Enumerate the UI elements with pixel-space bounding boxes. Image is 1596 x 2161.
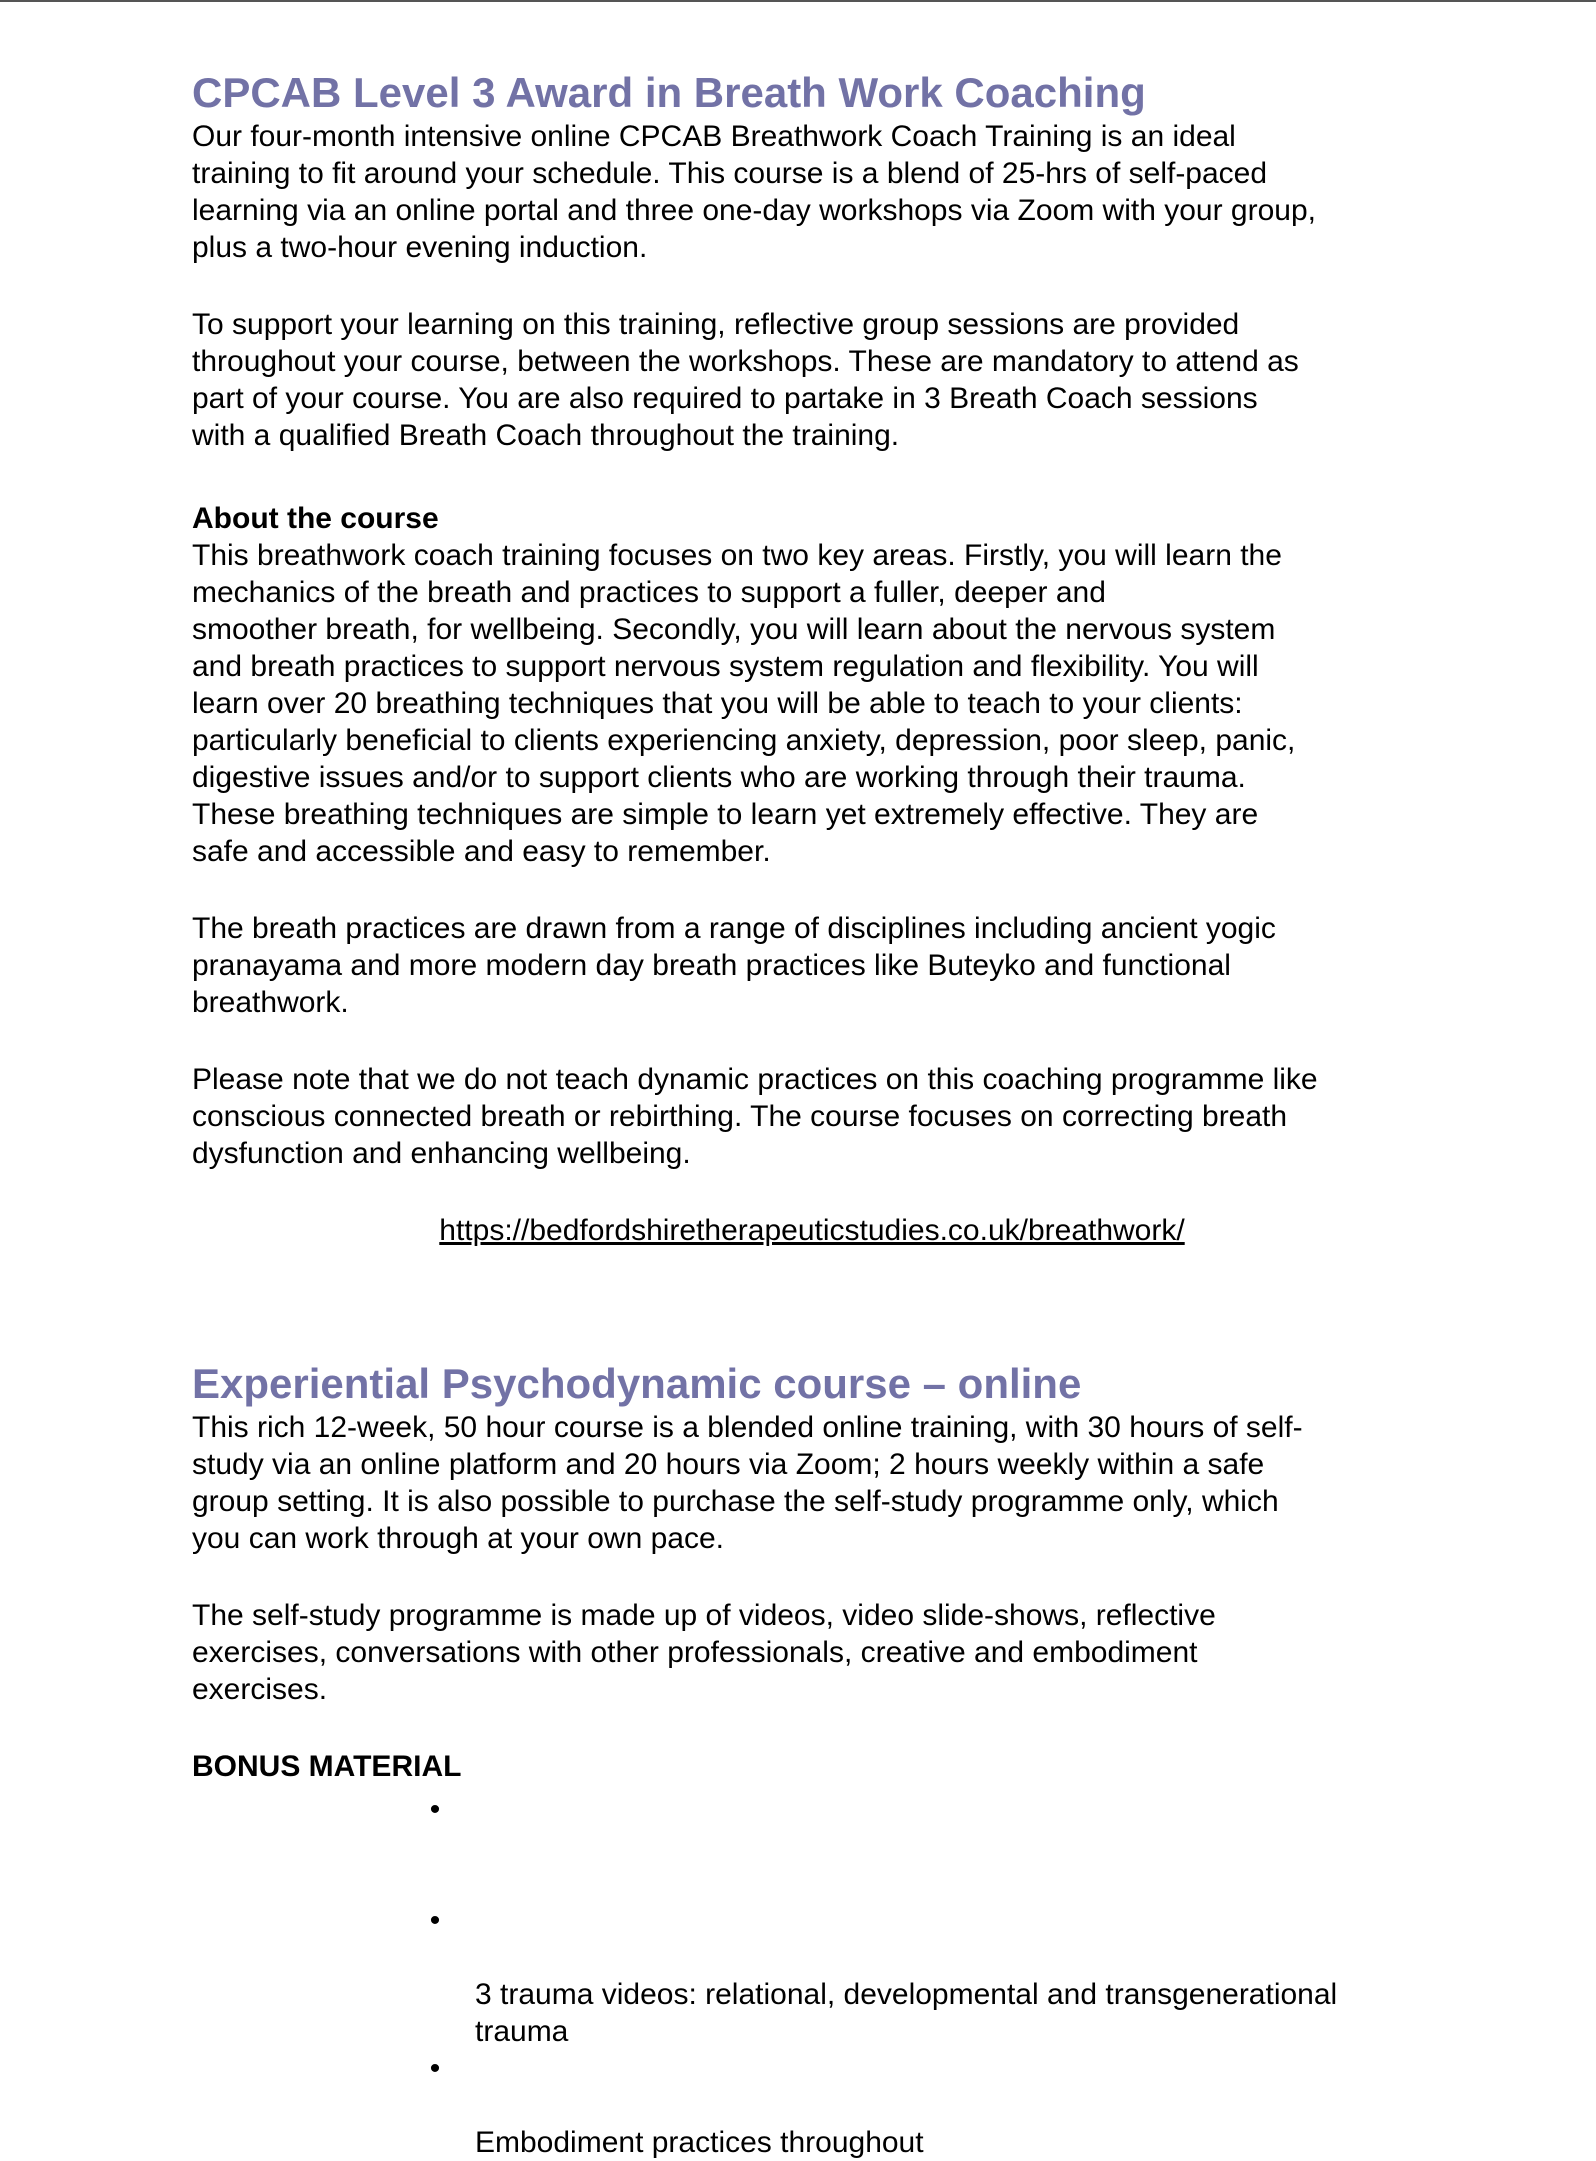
bonus-material-list bbox=[192, 1791, 1432, 2161]
bullet-icon: • bbox=[429, 2052, 441, 2085]
breathwork-support-paragraph: To support your learning on this training, reflective group sessions are provided throughout your course, between the workshops. These are mandatory to attend as part of your course. You are also required to partake in 3 Breath Coach sessions with a qualified Breath Coach throughout the training. bbox=[192, 308, 1299, 452]
psychodynamic-intro-paragraph: This rich 12-week, 50 hour course is a blended online training, with 30 hours of self- study via an online platform and 20 hours via Zoom; 2 hours weekly within a safe group setting. It is also possible to purchase the self-study programme only, which you can work through at your own pace. bbox=[192, 1411, 1303, 1555]
self-study-paragraph: The self-study programme is made up of videos, video slide-shows, reflective exercises, conversations with other professionals, creative and embodiment exercises. bbox=[192, 1599, 1216, 1706]
breathwork-course-title: CPCAB Level 3 Award in Breath Work Coaching bbox=[192, 69, 1146, 116]
psychodynamic-course-title: Experiential Psychodynamic course – online bbox=[192, 1360, 1082, 1407]
bullet-icon: • bbox=[429, 1793, 441, 1826]
breath-practices-paragraph: The breath practices are drawn from a range of disciplines including ancient yogic pranayama and more modern day breath practices like Buteyko and functional breathwork. bbox=[192, 912, 1276, 1019]
please-note-paragraph: Please note that we do not teach dynamic practices on this coaching programme like conscious connected breath or rebirthing. The course focuses on correcting breath dysfunction and enhancing wellbeing. bbox=[192, 1063, 1318, 1170]
bullet-icon: • bbox=[429, 1904, 441, 1937]
list-item-text: Embodiment practices throughout bbox=[475, 2126, 924, 2159]
list-item bbox=[425, 2050, 1432, 2161]
list-item bbox=[425, 1791, 1432, 1902]
breathwork-link[interactable]: https://bedfordshiretherapeuticstudies.co.uk/breathwork/ bbox=[439, 1214, 1185, 1247]
list-item bbox=[425, 1902, 1432, 2050]
top-border bbox=[0, 0, 1596, 2]
about-course-heading: About the course bbox=[192, 502, 439, 535]
about-course-paragraph: This breathwork coach training focuses on two key areas. Firstly, you will learn the mechanics of the breath and practices to support a fuller, deeper and smoother breath, for wellbeing. Secondly, you will learn about the nervous system and breath practices to support nervous system regulation and flexibility. You will learn over 20 breathing techniques that you will be able to teach to your clients: particularly beneficial to clients experiencing anxiety, depression, poor sleep, panic, digestive issues and/or to support clients who are working through their trauma. These breathing techniques are simple to learn yet extremely effective. They are safe and accessible and easy to remember. bbox=[192, 539, 1296, 868]
list-item-text: 3 trauma videos: relational, developmental and transgenerational trauma bbox=[475, 1978, 1338, 2048]
breathwork-link-line bbox=[192, 1212, 1432, 1249]
breathwork-intro-paragraph: Our four-month intensive online CPCAB Breathwork Coach Training is an ideal training to fit around your schedule. This course is a blend of 25-hrs of self-paced learning via an online portal and three one-day workshops via Zoom with your group, plus a two-hour evening induction. bbox=[192, 120, 1316, 264]
bonus-material-heading: BONUS MATERIAL bbox=[192, 1750, 462, 1783]
document-page bbox=[192, 68, 1432, 2161]
